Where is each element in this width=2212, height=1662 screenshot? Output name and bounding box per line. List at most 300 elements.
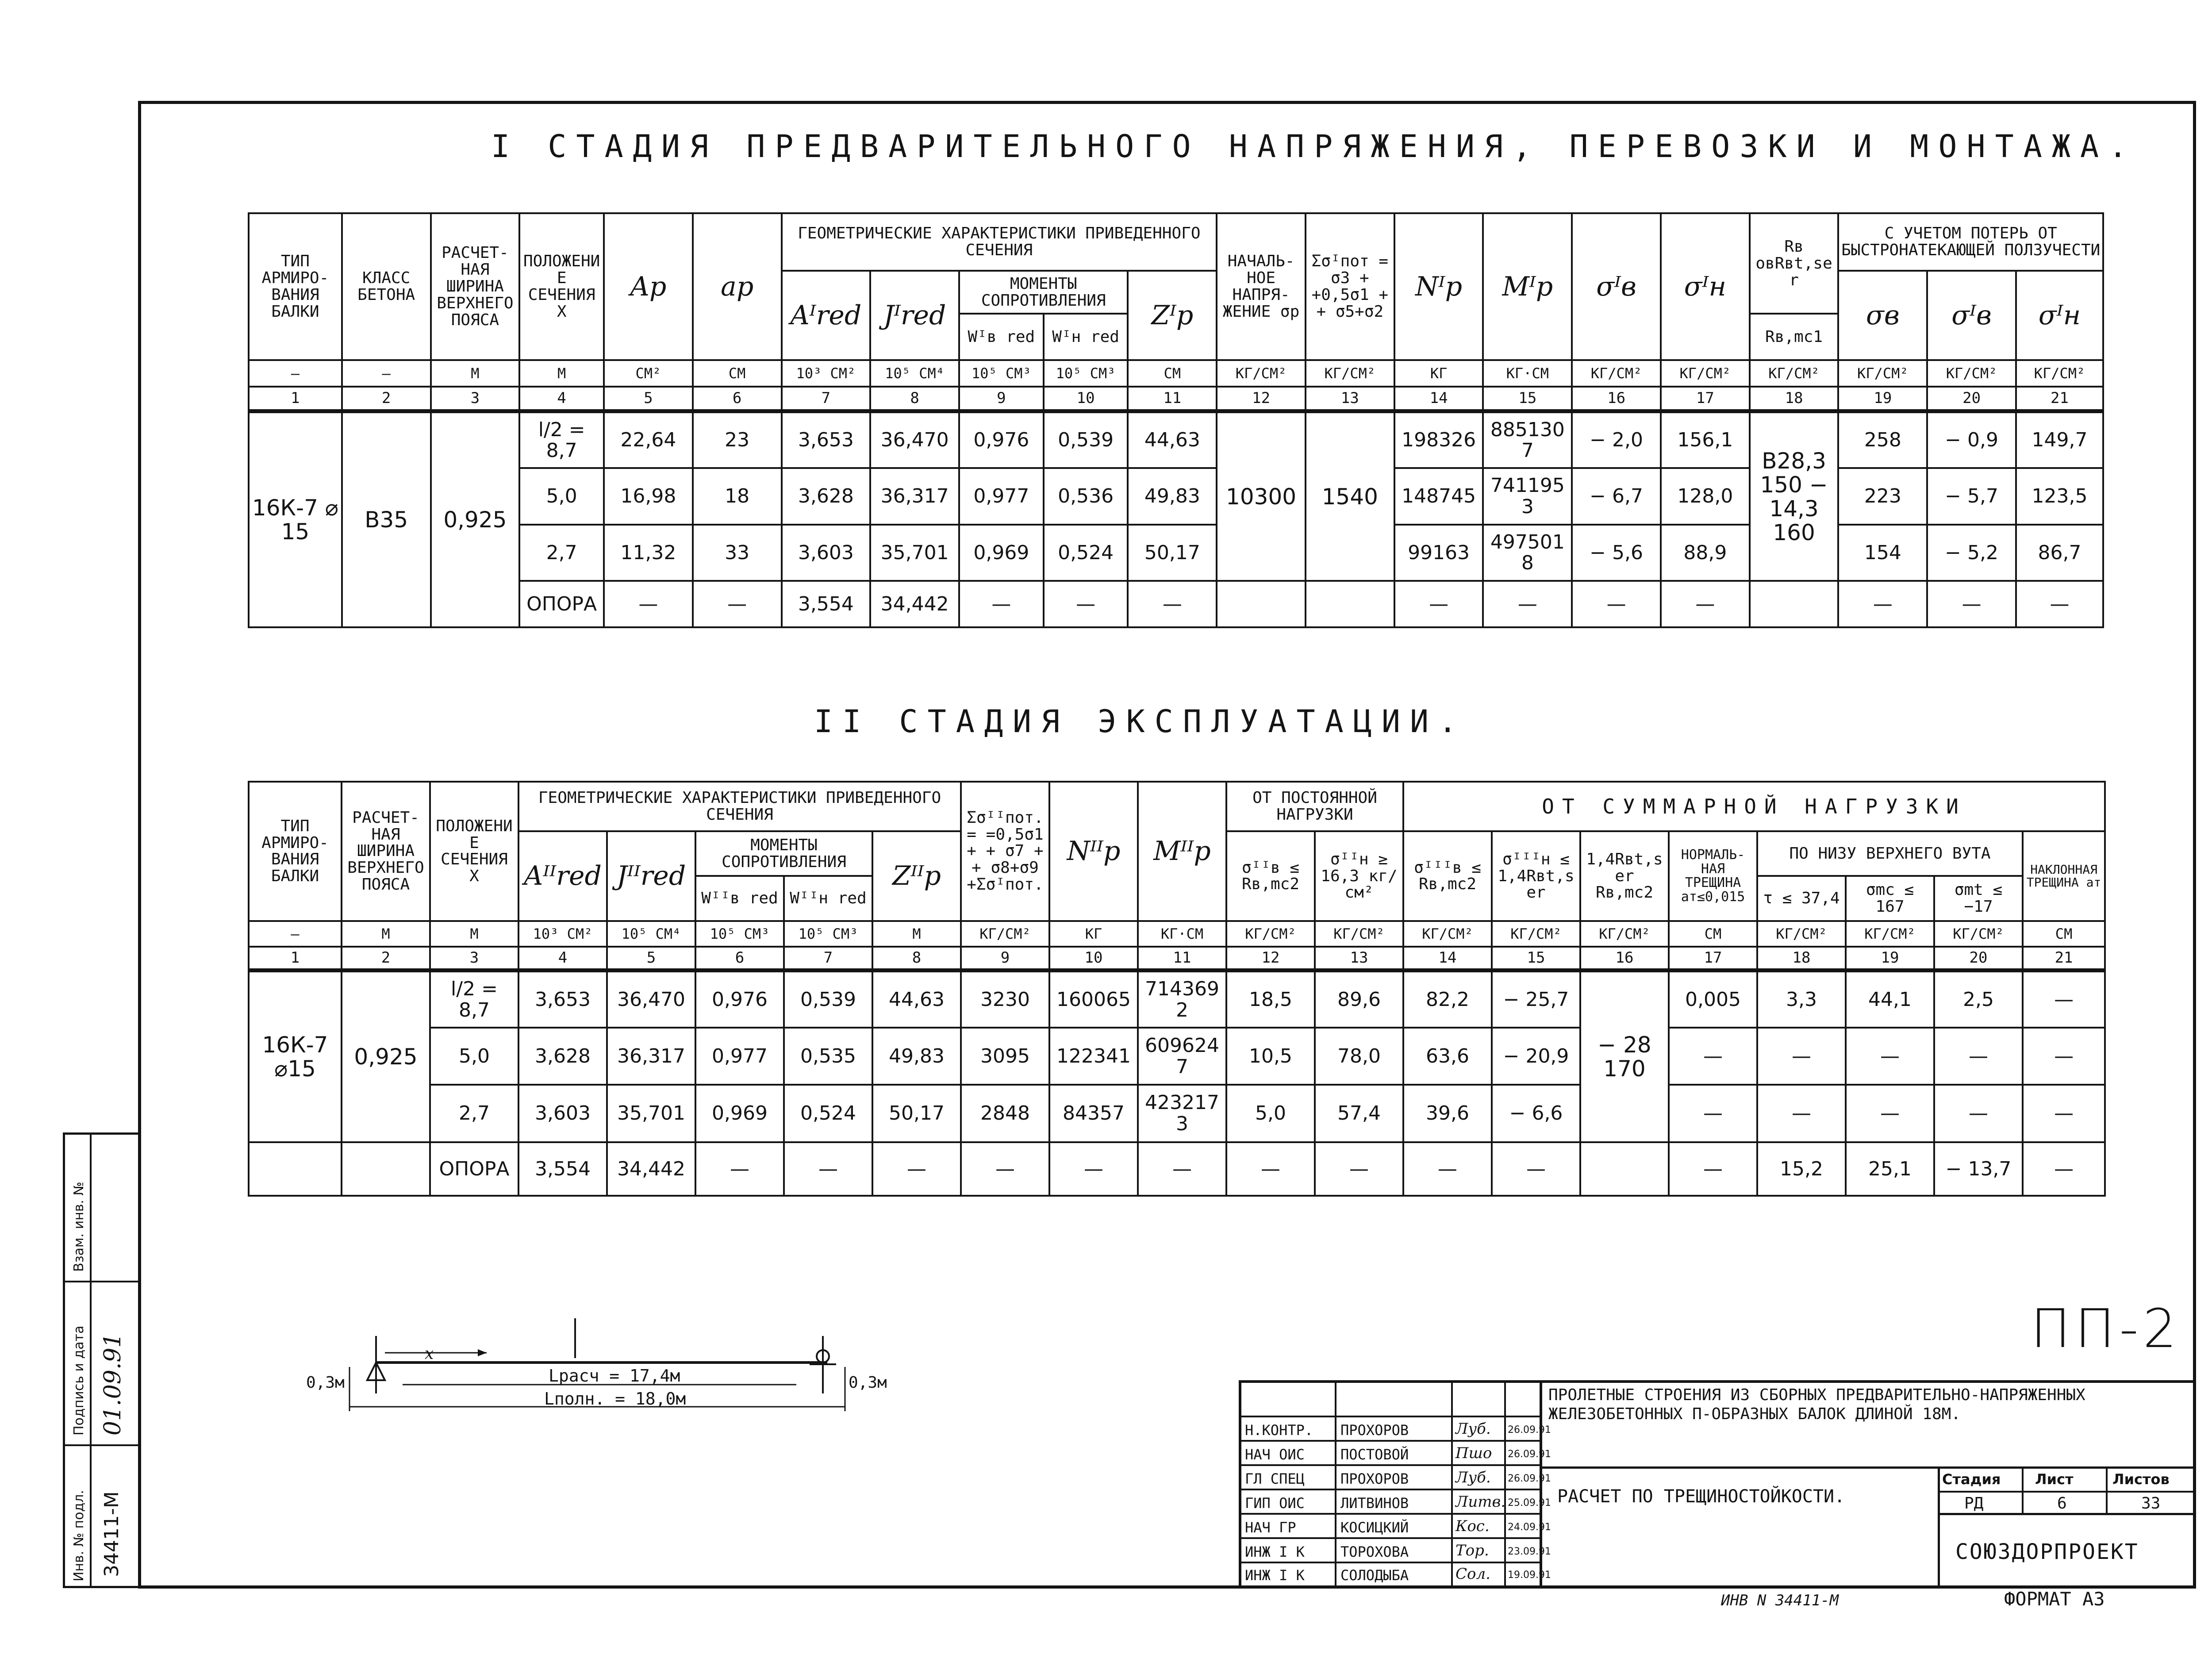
tb-role-5: НАЧ ГР xyxy=(1245,1519,1296,1536)
s2-unit-7: 10⁵ СМ³ xyxy=(784,921,872,947)
s1-r4-rb xyxy=(1750,581,1839,627)
s2-r4-c14: — xyxy=(1403,1142,1492,1196)
s2-unit-1: — xyxy=(249,921,342,947)
s2-r2-x: 5,0 xyxy=(430,1028,518,1085)
s2-r1-c18: 3,3 xyxy=(1757,971,1846,1028)
s1-h-losses: Σσᴵпот = σ3 + +0,5σ1 + + σ5+σ2 xyxy=(1306,213,1394,360)
s2-unit-13: КГ/СМ² xyxy=(1315,921,1403,947)
stamp-replace-label: Взам. инв. № xyxy=(71,1182,87,1272)
s2-col-number-4: 4 xyxy=(518,947,607,971)
s2-h-c19: σmc ≤ 167 xyxy=(1846,876,1934,921)
s2-unit-16: КГ/СМ² xyxy=(1580,921,1669,947)
s2-col-number-10: 10 xyxy=(1049,947,1138,971)
tb-role-2: НАЧ ОИС xyxy=(1245,1446,1305,1463)
s2-h-c20: σmt ≤ −17 xyxy=(1934,876,2023,921)
s1-r2-wb: 0,977 xyxy=(959,468,1044,525)
s1-r3-ared: 3,603 xyxy=(782,525,871,581)
s1-r1-sn: 156,1 xyxy=(1661,411,1750,468)
s1-r4-s20: — xyxy=(1927,581,2016,627)
s1-h-sigma-top: σᴵв xyxy=(1572,213,1661,360)
s2-col-number-16: 16 xyxy=(1580,947,1669,971)
s2-r4-c17: — xyxy=(1669,1142,1757,1196)
s1-unit-15: КГ·СМ xyxy=(1483,360,1572,387)
s2-r3-loss: 2848 xyxy=(961,1085,1049,1142)
s2-width-cell: 0,925 xyxy=(342,971,430,1142)
s2-r1-c17: 0,005 xyxy=(1669,971,1757,1028)
tb-date-7: 19.09.91 xyxy=(1508,1570,1551,1581)
s2-c16-cell: − 28 170 xyxy=(1580,971,1669,1142)
s1-h-jred: Jᴵred xyxy=(870,271,959,360)
tb-date-4: 25.09.91 xyxy=(1508,1497,1551,1508)
s1-unit-17: КГ/СМ² xyxy=(1661,360,1750,387)
s2-r4-type xyxy=(249,1142,342,1196)
s1-r1-jred: 36,470 xyxy=(870,411,959,468)
s1-r3-sn: 88,9 xyxy=(1661,525,1750,581)
s1-type-cell: 16К-7 ⌀ 15 xyxy=(249,411,342,627)
s2-h-zp: Zᴵᴵр xyxy=(872,831,961,921)
s1-r1-x: l/2 = 8,7 xyxy=(519,411,604,468)
s1-r2-ap-area: 16,98 xyxy=(604,468,693,525)
tb-date-5: 24.09.91 xyxy=(1508,1522,1551,1533)
s2-col-number-6: 6 xyxy=(695,947,784,971)
s1-col-number-17: 17 xyxy=(1661,387,1750,411)
side-stamp xyxy=(63,1132,140,1588)
s1-col-number-13: 13 xyxy=(1306,387,1394,411)
s2-h-ared: Aᴵᴵred xyxy=(518,831,607,921)
s1-r3-x: 2,7 xyxy=(519,525,604,581)
tb-name-2: ПОСТОВОЙ xyxy=(1340,1446,1409,1463)
tb-stage-label: Стадия xyxy=(1942,1471,2001,1488)
s1-unit-20: КГ/СМ² xyxy=(1927,360,2016,387)
s2-unit-5: 10⁵ СМ⁴ xyxy=(607,921,695,947)
tb-signature-6: Тор. xyxy=(1455,1542,1489,1559)
s1-col-number-12: 12 xyxy=(1217,387,1306,411)
s1-r1-s19: 258 xyxy=(1838,411,1927,468)
s1-h-np: Nᴵр xyxy=(1394,213,1483,360)
tb-name-4: ЛИТВИНОВ xyxy=(1340,1495,1409,1512)
s2-h-losses: Σσᴵᴵпот. = =0,5σ1 + + σ7 + + σ8+σ9 +Σσᴵпот. xyxy=(961,782,1049,921)
s2-r1-c12: 18,5 xyxy=(1226,971,1315,1028)
x-dimension-arrow xyxy=(385,1349,487,1356)
s1-r2-sb: − 6,7 xyxy=(1572,468,1661,525)
s2-r1-c15: − 25,7 xyxy=(1492,971,1580,1028)
s2-r1-wb: 0,976 xyxy=(695,971,784,1028)
tb-signature-4: Литв. xyxy=(1455,1493,1506,1511)
s1-h-rb: Rв oвRвt,ser xyxy=(1750,213,1839,314)
s1-r2-ap: 18 xyxy=(693,468,782,525)
tb-date-2: 26.09.91 xyxy=(1508,1449,1551,1460)
s2-numbers-row xyxy=(249,947,2105,971)
s2-r4-np: — xyxy=(1049,1142,1138,1196)
s2-h-c14: σᴵᴵᴵв ≤ Rв,mc2 xyxy=(1403,831,1492,921)
s1-h-mp: Mᴵр xyxy=(1483,213,1572,360)
s2-r1-c19: 44,1 xyxy=(1846,971,1934,1028)
tb-signature-7: Сол. xyxy=(1455,1565,1490,1583)
s2-unit-21: СМ xyxy=(2023,921,2105,947)
s1-h-sigma-n2: σᴵн xyxy=(2016,271,2103,360)
s1-r3-s19: 154 xyxy=(1838,525,1927,581)
s2-r2-wn: 0,535 xyxy=(784,1028,872,1085)
s1-r4-ap-area: — xyxy=(604,581,693,627)
s2-r3-ared: 3,603 xyxy=(518,1085,607,1142)
s1-col-number-16: 16 xyxy=(1572,387,1661,411)
s2-r3-zp: 50,17 xyxy=(872,1085,961,1142)
tb-signature-2: Пшо xyxy=(1455,1444,1492,1462)
s2-r4-c13: — xyxy=(1315,1142,1403,1196)
s1-r4-jred: 34,442 xyxy=(870,581,959,627)
s2-r4-ared: 3,554 xyxy=(518,1142,607,1196)
s2-h-c16: 1,4Rвt,ser Rв,mc2 xyxy=(1580,831,1669,921)
s1-r1-zp: 44,63 xyxy=(1128,411,1217,468)
s1-unit-18: КГ/СМ² xyxy=(1750,360,1839,387)
s1-r4-wb: — xyxy=(959,581,1044,627)
s1-r2-x: 5,0 xyxy=(519,468,604,525)
s1-h-initial-stress: НАЧАЛЬ-НОЕ НАПРЯ-ЖЕНИЕ σр xyxy=(1217,213,1306,360)
s2-col-number-15: 15 xyxy=(1492,947,1580,971)
s2-h-permanent: ОТ ПОСТОЯННОЙ НАГРУЗКИ xyxy=(1226,782,1403,831)
s1-r1-np: 198326 xyxy=(1394,411,1483,468)
s1-h-zp: Zᴵр xyxy=(1128,271,1217,360)
s2-type-cell: 16К-7 ⌀15 xyxy=(249,971,342,1142)
s2-r3-c18: — xyxy=(1757,1085,1846,1142)
s2-r1-zp: 44,63 xyxy=(872,971,961,1028)
s1-h-wb: Wᴵв red xyxy=(959,314,1044,360)
s2-unit-19: КГ/СМ² xyxy=(1846,921,1934,947)
s2-r3-c21: — xyxy=(2023,1085,2105,1142)
s2-r3-c12: 5,0 xyxy=(1226,1085,1315,1142)
s1-r1-wn: 0,539 xyxy=(1044,411,1128,468)
s1-h-sigma-b2: σᴵв xyxy=(1927,271,2016,360)
s1-r4-wn: — xyxy=(1044,581,1128,627)
s2-unit-14: КГ/СМ² xyxy=(1403,921,1492,947)
s1-h-sigma-b: σв xyxy=(1838,271,1927,360)
s1-r4-ared: 3,554 xyxy=(782,581,871,627)
s1-h-width: РАСЧЕТ-НАЯ ШИРИНА ВЕРХНЕГО ПОЯСА xyxy=(431,213,520,360)
s1-col-number-20: 20 xyxy=(1927,387,2016,411)
s1-r3-jred: 35,701 xyxy=(870,525,959,581)
s1-r2-zp: 49,83 xyxy=(1128,468,1217,525)
s2-col-number-19: 19 xyxy=(1846,947,1934,971)
s2-row-4 xyxy=(249,1142,2105,1196)
s2-r3-mp: 4232173 xyxy=(1138,1085,1226,1142)
s1-h-geometry: ГЕОМЕТРИЧЕСКИЕ ХАРАКТЕРИСТИКИ ПРИВЕДЕННОГО СЕЧЕНИЯ xyxy=(782,213,1217,271)
s2-r2-c20: — xyxy=(1934,1028,2023,1085)
s1-unit-5: СМ² xyxy=(604,360,693,387)
s2-r1-ared: 3,653 xyxy=(518,971,607,1028)
s1-unit-3: М xyxy=(431,360,520,387)
s2-r1-jred: 36,470 xyxy=(607,971,695,1028)
s1-r4-np: — xyxy=(1394,581,1483,627)
beam-right-offset: 0,3м xyxy=(849,1374,887,1392)
s2-r1-x: l/2 = 8,7 xyxy=(430,971,518,1028)
s1-unit-21: КГ/СМ² xyxy=(2016,360,2103,387)
s2-r1-c13: 89,6 xyxy=(1315,971,1403,1028)
s1-initial-stress-cell: 10300 xyxy=(1217,411,1306,581)
s1-unit-1: — xyxy=(249,360,342,387)
s2-r2-c18: — xyxy=(1757,1028,1846,1085)
s2-col-number-13: 13 xyxy=(1315,947,1403,971)
s1-r1-ap-area: 22,64 xyxy=(604,411,693,468)
s2-h-mp: Mᴵᴵр xyxy=(1138,782,1226,921)
tb-name-1: ПРОХОРОВ xyxy=(1340,1422,1409,1439)
s2-unit-12: КГ/СМ² xyxy=(1226,921,1315,947)
s2-h-type: ТИП АРМИРО-ВАНИЯ БАЛКИ xyxy=(249,782,342,921)
s1-r4-x: ОПОРА xyxy=(519,581,604,627)
s1-r3-s21: 86,7 xyxy=(2016,525,2103,581)
drawing-code: ПП-2 xyxy=(2031,1298,2181,1360)
s1-unit-11: СМ xyxy=(1128,360,1217,387)
s2-h-width: РАСЧЕТ-НАЯ ШИРИНА ВЕРХНЕГО ПОЯСА xyxy=(342,782,430,921)
s1-unit-4: М xyxy=(519,360,604,387)
s2-h-jred: Jᴵᴵred xyxy=(607,831,695,921)
s1-col-number-6: 6 xyxy=(693,387,782,411)
s2-r3-c15: − 6,6 xyxy=(1492,1085,1580,1142)
tb-name-6: ТОРОХОВА xyxy=(1340,1543,1409,1560)
s1-concrete-cell: В35 xyxy=(342,411,431,627)
s1-rb-cell: В28,3 150 − 14,3 160 xyxy=(1750,411,1839,581)
s1-units-row xyxy=(249,360,2103,387)
s2-col-number-11: 11 xyxy=(1138,947,1226,971)
s2-r2-jred: 36,317 xyxy=(607,1028,695,1085)
s1-r4-s19: — xyxy=(1838,581,1927,627)
stamp-inv-label: Инв. № подл. xyxy=(71,1490,87,1581)
s2-r3-c17: — xyxy=(1669,1085,1757,1142)
s1-h-losses-group: С УЧЕТОМ ПОТЕРЬ ОТ БЫСТРОНАТЕКАЮЩЕЙ ПОЛЗУЧЕСТИ xyxy=(1838,213,2103,271)
s1-r2-s20: − 5,7 xyxy=(1927,468,2016,525)
s2-r3-c14: 39,6 xyxy=(1403,1085,1492,1142)
s1-unit-6: СМ xyxy=(693,360,782,387)
s2-unit-9: КГ/СМ² xyxy=(961,921,1049,947)
s2-h-geometry: ГЕОМЕТРИЧЕСКИЕ ХАРАКТЕРИСТИКИ ПРИВЕДЕННОГО СЕЧЕНИЯ xyxy=(518,782,961,831)
s2-unit-11: КГ·СМ xyxy=(1138,921,1226,947)
s2-r1-c21: — xyxy=(2023,971,2105,1028)
s2-h-moments: МОМЕНТЫ СОПРОТИВЛЕНИЯ xyxy=(695,831,872,876)
s2-h-position: ПОЛОЖЕНИЕ СЕЧЕНИЯ Х xyxy=(430,782,518,921)
s2-r1-c20: 2,5 xyxy=(1934,971,2023,1028)
s2-unit-4: 10³ СМ² xyxy=(518,921,607,947)
s1-r4-mp: — xyxy=(1483,581,1572,627)
s1-col-number-18: 18 xyxy=(1750,387,1839,411)
s1-r1-sb: − 2,0 xyxy=(1572,411,1661,468)
s1-unit-19: КГ/СМ² xyxy=(1838,360,1927,387)
beam-left-offset: 0,3м xyxy=(306,1374,345,1392)
tb-date-6: 23.09.91 xyxy=(1508,1546,1551,1557)
tb-sheets-label: Листов xyxy=(2112,1471,2170,1488)
s2-r2-c19: — xyxy=(1846,1028,1934,1085)
s1-r4-c12 xyxy=(1217,581,1306,627)
s2-h-c18: τ ≤ 37,4 xyxy=(1757,876,1846,921)
s1-col-number-9: 9 xyxy=(959,387,1044,411)
s2-r4-wn: — xyxy=(784,1142,872,1196)
s1-unit-9: 10⁵ СМ³ xyxy=(959,360,1044,387)
s1-unit-2: — xyxy=(342,360,431,387)
tb-name-7: СОЛОДЫБА xyxy=(1340,1567,1409,1584)
s1-col-number-11: 11 xyxy=(1128,387,1217,411)
s1-unit-10: 10⁵ СМ³ xyxy=(1044,360,1128,387)
tb-date-3: 26.09.91 xyxy=(1508,1473,1551,1484)
right-support-icon xyxy=(810,1336,836,1393)
s1-r2-jred: 36,317 xyxy=(870,468,959,525)
s1-r3-wn: 0,524 xyxy=(1044,525,1128,581)
s1-unit-16: КГ/СМ² xyxy=(1572,360,1661,387)
s1-r2-np: 148745 xyxy=(1394,468,1483,525)
s1-row-1 xyxy=(249,411,2103,468)
tb-role-4: ГИП ОИС xyxy=(1245,1495,1305,1512)
s2-col-number-5: 5 xyxy=(607,947,695,971)
stage2-table xyxy=(248,781,2106,1197)
s2-col-number-7: 7 xyxy=(784,947,872,971)
s2-r1-np: 160065 xyxy=(1049,971,1138,1028)
s1-r3-s20: − 5,2 xyxy=(1927,525,2016,581)
s2-r4-c21: — xyxy=(2023,1142,2105,1196)
s2-r4-c16 xyxy=(1580,1142,1669,1196)
s2-col-number-2: 2 xyxy=(342,947,430,971)
s2-h-np: Nᴵᴵр xyxy=(1049,782,1138,921)
tb-organization: СОЮЗДОРПРОЕКТ xyxy=(1955,1539,2139,1564)
s2-col-number-17: 17 xyxy=(1669,947,1757,971)
s1-h-ap-area: Aр xyxy=(604,213,693,360)
s2-r2-c13: 78,0 xyxy=(1315,1028,1403,1085)
stage1-table xyxy=(248,212,2104,628)
s2-h-wb: Wᴵᴵв red xyxy=(695,876,784,921)
s1-r3-np: 99163 xyxy=(1394,525,1483,581)
s1-col-number-15: 15 xyxy=(1483,387,1572,411)
tb-role-1: Н.КОНТР. xyxy=(1245,1422,1313,1439)
s1-r1-mp: 8851307 xyxy=(1483,411,1572,468)
tb-role-7: ИНЖ I К xyxy=(1245,1567,1305,1584)
s2-r3-c13: 57,4 xyxy=(1315,1085,1403,1142)
s1-r2-ared: 3,628 xyxy=(782,468,871,525)
s2-r2-wb: 0,977 xyxy=(695,1028,784,1085)
s2-row-3 xyxy=(249,1085,2105,1142)
s2-r2-c17: — xyxy=(1669,1028,1757,1085)
s1-h-concrete: КЛАСС БЕТОНА xyxy=(342,213,431,360)
tb-signature-5: Кос. xyxy=(1455,1517,1490,1535)
s2-r4-c19: 25,1 xyxy=(1846,1142,1934,1196)
s2-r3-np: 84357 xyxy=(1049,1085,1138,1142)
s2-r3-wn: 0,524 xyxy=(784,1085,872,1142)
beam-span-full: Lполн. = 18,0м xyxy=(544,1389,686,1409)
s1-h-wn: Wᴵн red xyxy=(1044,314,1128,360)
s2-h-c21: НАКЛОННАЯ ТРЕЩИНА aт xyxy=(2023,831,2105,921)
s2-unit-3: М xyxy=(430,921,518,947)
s2-col-number-1: 1 xyxy=(249,947,342,971)
tb-date-1: 26.09.91 xyxy=(1508,1424,1551,1436)
s1-h-position: ПОЛОЖЕНИЕ СЕЧЕНИЯ Х xyxy=(519,213,604,360)
s2-h-c13: σᴵᴵн ≥ 16,3 кг/см² xyxy=(1315,831,1403,921)
s2-r4-width xyxy=(342,1142,430,1196)
s1-r3-sb: − 5,6 xyxy=(1572,525,1661,581)
s2-r4-loss: — xyxy=(961,1142,1049,1196)
tb-role-3: ГЛ СПЕЦ xyxy=(1245,1470,1305,1487)
tb-name-5: КОСИЦКИЙ xyxy=(1340,1519,1409,1536)
s2-h-bottom: ПО НИЗУ ВЕРХНЕГО ВУТА xyxy=(1757,831,2023,876)
s1-row-4 xyxy=(249,581,2103,627)
tb-stage: РД xyxy=(1964,1494,1984,1512)
s2-h-c12: σᴵᴵв ≤ Rв,mc2 xyxy=(1226,831,1315,921)
s1-unit-7: 10³ СМ² xyxy=(782,360,871,387)
s1-r4-sn: — xyxy=(1661,581,1750,627)
s1-r1-s20: − 0,9 xyxy=(1927,411,2016,468)
s2-r1-loss: 3230 xyxy=(961,971,1049,1028)
s1-unit-12: КГ/СМ² xyxy=(1217,360,1306,387)
beam-x-label: x xyxy=(425,1345,434,1363)
s2-r2-c14: 63,6 xyxy=(1403,1028,1492,1085)
s1-r4-zp: — xyxy=(1128,581,1217,627)
s2-r4-x: ОПОРА xyxy=(430,1142,518,1196)
s2-row-1 xyxy=(249,971,2105,1028)
s2-r4-c15: — xyxy=(1492,1142,1580,1196)
s2-col-number-12: 12 xyxy=(1226,947,1315,971)
tb-name-3: ПРОХОРОВ xyxy=(1340,1470,1409,1487)
s2-h-c17: НОРМАЛЬ-НАЯ ТРЕЩИНА aт≤0,015 xyxy=(1669,831,1757,921)
s1-h-ared: Aᴵred xyxy=(782,271,871,360)
s2-r2-ared: 3,628 xyxy=(518,1028,607,1085)
s2-r2-loss: 3095 xyxy=(961,1028,1049,1085)
s2-units-row xyxy=(249,921,2105,947)
s2-col-number-8: 8 xyxy=(872,947,961,971)
s1-r3-ap: 33 xyxy=(693,525,782,581)
s2-r4-wb: — xyxy=(695,1142,784,1196)
s2-r3-wb: 0,969 xyxy=(695,1085,784,1142)
s1-r3-zp: 50,17 xyxy=(1128,525,1217,581)
s1-unit-13: КГ/СМ² xyxy=(1306,360,1394,387)
tb-project-title: ПРОЛЕТНЫЕ СТРОЕНИЯ ИЗ СБОРНЫХ ПРЕДВАРИТЕЛЬНО-НАПРЯЖЕННЫХ ЖЕЛЕЗОБЕТОННЫХ П-ОБРАЗНЫХ БАЛОК ДЛИНОЙ 18М. xyxy=(1548,1386,2085,1424)
s2-unit-20: КГ/СМ² xyxy=(1934,921,2023,947)
s2-r4-mp: — xyxy=(1138,1142,1226,1196)
s2-r1-wn: 0,539 xyxy=(784,971,872,1028)
format-label: ФОРМАТ А3 xyxy=(2004,1588,2105,1610)
s2-r4-c12: — xyxy=(1226,1142,1315,1196)
s2-r4-zp: — xyxy=(872,1142,961,1196)
s2-col-number-9: 9 xyxy=(961,947,1049,971)
stage2-title: II СТАДИЯ ЭКСПЛУАТАЦИИ. xyxy=(814,703,1467,740)
s1-col-number-5: 5 xyxy=(604,387,693,411)
s1-r4-sb: — xyxy=(1572,581,1661,627)
beam-span-calc: Lрасч = 17,4м xyxy=(549,1366,680,1386)
s1-r4-ap: — xyxy=(693,581,782,627)
s1-r3-mp: 4975018 xyxy=(1483,525,1572,581)
inventory-note: ИНВ N 34411-М xyxy=(1721,1592,1839,1609)
tb-sheet: 6 xyxy=(2057,1494,2067,1512)
s2-r3-jred: 35,701 xyxy=(607,1085,695,1142)
s1-h-type: ТИП АРМИРО-ВАНИЯ БАЛКИ xyxy=(249,213,342,360)
s2-row-2 xyxy=(249,1028,2105,1085)
s2-h-c15: σᴵᴵᴵн ≤ 1,4Rвt,ser xyxy=(1492,831,1580,921)
left-support-icon xyxy=(367,1336,385,1393)
s1-r4-c13 xyxy=(1306,581,1394,627)
s2-r2-mp: 6096247 xyxy=(1138,1028,1226,1085)
s1-h-sigma-bottom: σᴵн xyxy=(1661,213,1750,360)
s1-numbers-row xyxy=(249,387,2103,411)
s1-r2-wn: 0,536 xyxy=(1044,468,1128,525)
s1-r3-ap-area: 11,32 xyxy=(604,525,693,581)
s1-unit-8: 10⁵ СМ⁴ xyxy=(870,360,959,387)
s1-r3-wb: 0,969 xyxy=(959,525,1044,581)
stamp-inv-value: 34411-М xyxy=(100,1491,123,1577)
tb-signature-1: Луб. xyxy=(1455,1420,1491,1438)
title-block xyxy=(1239,1380,2196,1589)
s1-r2-mp: 7411953 xyxy=(1483,468,1572,525)
s1-col-number-4: 4 xyxy=(519,387,604,411)
s1-r4-s21: — xyxy=(2016,581,2103,627)
s2-r2-zp: 49,83 xyxy=(872,1028,961,1085)
s1-col-number-3: 3 xyxy=(431,387,520,411)
tb-role-6: ИНЖ I К xyxy=(1245,1543,1305,1560)
s2-r3-c19: — xyxy=(1846,1085,1934,1142)
tb-sheet-label: Лист xyxy=(2035,1471,2074,1488)
s1-losses-cell: 1540 xyxy=(1306,411,1394,581)
